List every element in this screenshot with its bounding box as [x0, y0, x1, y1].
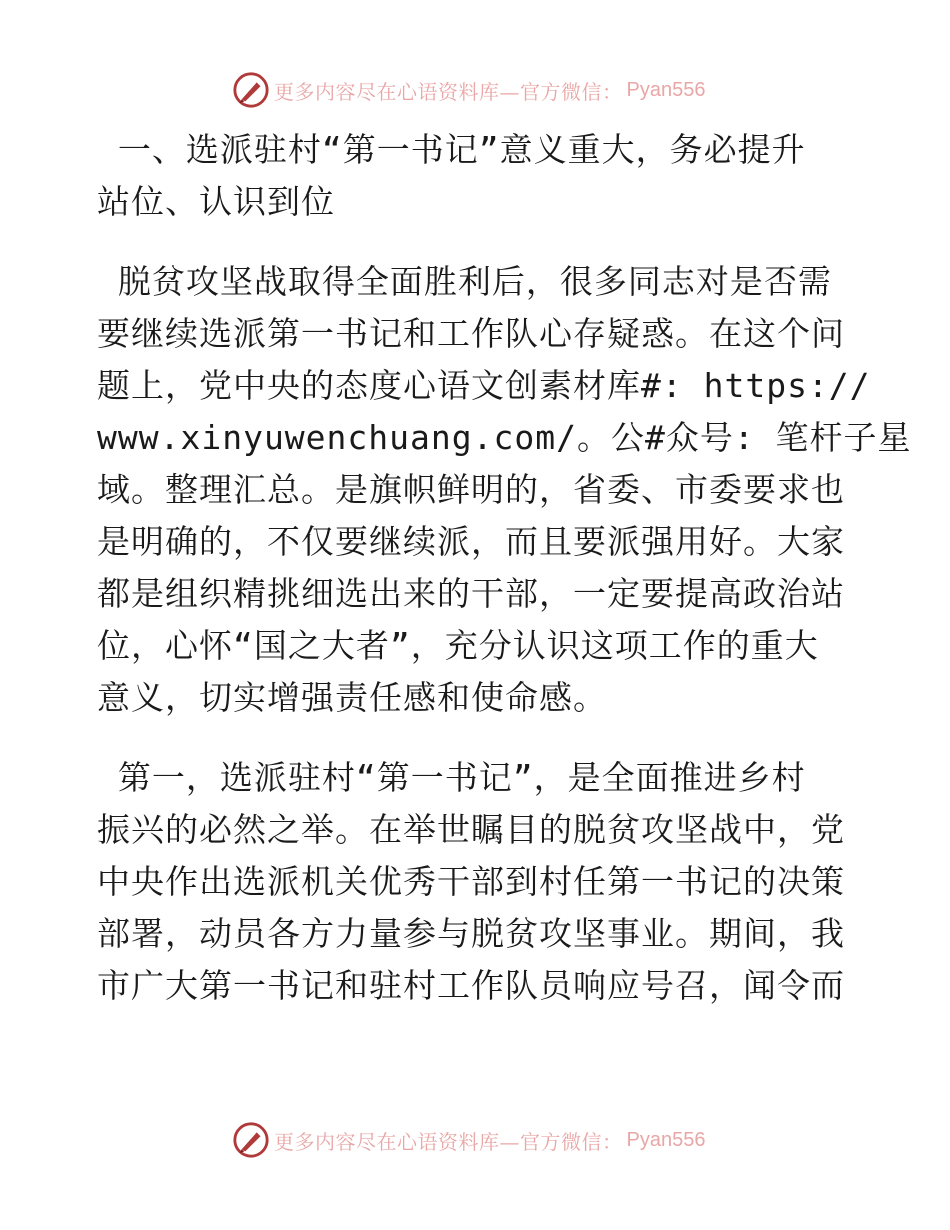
paragraph-line: 中央作出选派机关优秀干部到村任第一书记的决策: [97, 862, 845, 901]
document-body: [97, 124, 912, 1012]
section-heading: [97, 124, 857, 228]
paragraph-line: 都是组织精挑细选出来的干部，一定要提高政治站: [97, 574, 845, 613]
pen-logo-icon: [232, 1121, 270, 1159]
paragraph-line: 题上，党中央的态度心语文创素材库#: https://: [97, 366, 871, 405]
paragraph-line: 市广大第一书记和驻村工作队员响应号召，闻令而: [97, 966, 845, 1005]
heading-line: 站位、认识到位: [97, 182, 335, 221]
heading-line: 一、选派驻村“第一书记”意义重大，务必提升: [97, 130, 806, 169]
paragraph-line: 第一，选派驻村“第一书记”，是全面推进乡村: [97, 758, 806, 797]
paragraph-line: 意义，切实增强责任感和使命感。: [97, 678, 607, 717]
paragraph-line: 位，心怀“国之大者”，充分认识这项工作的重大: [97, 626, 819, 665]
paragraph-line: 脱贫攻坚战取得全面胜利后，很多同志对是否需: [97, 262, 832, 301]
watermark-text: 更多内容尽在心语资料库—官方微信：: [274, 1129, 623, 1154]
pen-logo-icon: [232, 71, 270, 109]
paragraph-1: [97, 256, 912, 724]
watermark-wechat-id: Pyan556: [626, 78, 706, 101]
paragraph-line: 部署，动员各方力量参与脱贫攻坚事业。期间，我: [97, 914, 845, 953]
paragraph-line: 是明确的，不仅要继续派，而且要派强用好。大家: [97, 522, 845, 561]
watermark-text: 更多内容尽在心语资料库—官方微信：: [274, 79, 623, 104]
paragraph-line: 要继续选派第一书记和工作队心存疑惑。在这个问: [97, 314, 845, 353]
watermark-banner-top: [232, 70, 705, 110]
paragraph-line: 振兴的必然之举。在举世瞩目的脱贫攻坚战中，党: [97, 810, 845, 849]
paragraph-line: 域。整理汇总。是旗帜鲜明的，省委、市委要求也: [97, 470, 845, 509]
watermark-banner-bottom: [232, 1120, 705, 1160]
paragraph-2: [97, 752, 857, 1012]
paragraph-line: www.xinyuwenchuang.com/。公#众号: 笔杆子星: [97, 418, 912, 457]
watermark-wechat-id: Pyan556: [626, 1128, 706, 1151]
